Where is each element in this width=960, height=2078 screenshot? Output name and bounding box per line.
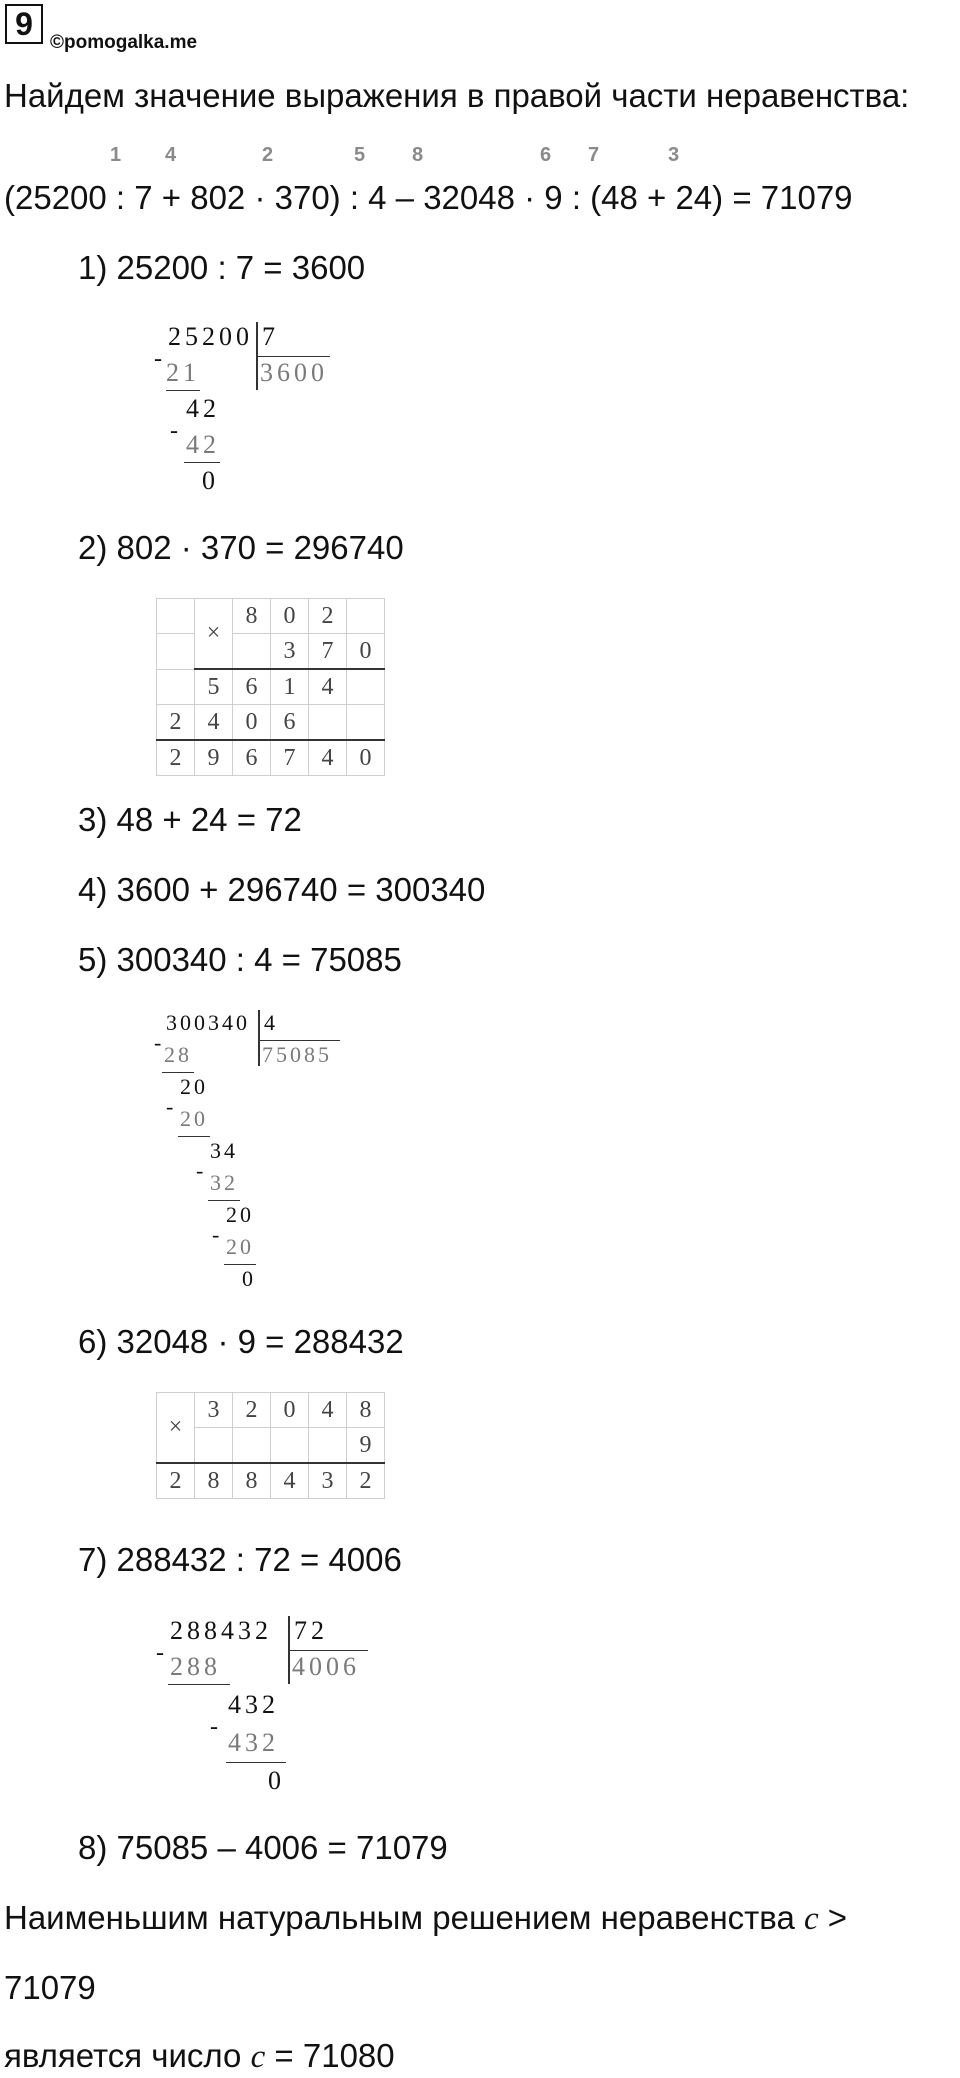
grid-cell: 3 [271, 634, 309, 670]
grid-cell [309, 1428, 347, 1464]
minus-sign: - [212, 1222, 220, 1247]
subtrahend: 32 [210, 1170, 238, 1195]
grid-cell: 4 [309, 1393, 347, 1428]
step-2: 2) 802 · 370 = 296740 [78, 529, 404, 566]
minus-sign: - [170, 418, 178, 444]
conclusion-text: является число [4, 2037, 251, 2074]
step-7: 7) 288432 : 72 = 4006 [78, 1541, 402, 1578]
subtrahend: 42 [186, 430, 220, 459]
grid-cell: 6 [233, 740, 271, 776]
times-sign: × [195, 599, 233, 670]
grid-cell [157, 634, 195, 670]
grid-cell: 3 [309, 1463, 347, 1499]
minus-sign: - [154, 346, 162, 372]
grid-cell [233, 634, 271, 670]
conclusion-text: Наименьшим натуральным решением неравенства [4, 1899, 795, 1936]
grid-cell: 4 [195, 705, 233, 741]
grid-cell [347, 669, 385, 705]
conclusion-line-3 [4, 2036, 395, 2077]
order-mark: 2 [262, 144, 274, 166]
grid-cell: 6 [271, 705, 309, 741]
grid-cell: 2 [157, 740, 195, 776]
grid-cell: 7 [271, 740, 309, 776]
remainder: 42 [186, 394, 220, 423]
variable-c: c [250, 2039, 266, 2075]
site-watermark: ©pomogalka.me [50, 32, 198, 53]
grid-cell: 1 [271, 669, 309, 705]
order-mark: 4 [165, 144, 177, 166]
times-sign: × [157, 1393, 195, 1464]
grid-cell: 4 [309, 669, 347, 705]
grid-cell: 0 [233, 705, 271, 741]
grid-cell: 0 [271, 1393, 309, 1428]
variable-c: c [803, 1901, 819, 1937]
conclusion-line-1 [4, 1898, 847, 1939]
order-mark: 7 [588, 144, 600, 166]
grid-cell: 3 [195, 1393, 233, 1428]
subtrahend: 432 [228, 1728, 279, 1757]
minus-sign: - [154, 1030, 162, 1055]
remainder: 0 [242, 1266, 257, 1291]
grid-cell: 6 [233, 669, 271, 705]
grid-cell: 8 [233, 599, 271, 634]
order-mark: 6 [540, 144, 552, 166]
task-number: 9 [5, 4, 43, 44]
quotient: 75085 [262, 1042, 332, 1067]
grid-cell [195, 1428, 233, 1464]
grid-cell: 2 [157, 705, 195, 741]
answer-value: = 71080 [265, 2037, 395, 2074]
grid-cell [347, 599, 385, 634]
remainder: 0 [268, 1766, 285, 1795]
expression: (25200 : 7 + 802 · 370) : 4 – 32048 · 9 : (48 + 24) = 71079 [4, 179, 853, 216]
subtrahend: 20 [226, 1234, 254, 1259]
grid-cell [157, 669, 195, 705]
dividend: 288432 [170, 1616, 272, 1645]
dividend: 25200 [168, 322, 253, 351]
order-mark: 8 [412, 144, 424, 166]
grid-cell: 4 [309, 740, 347, 776]
order-mark: 3 [668, 144, 680, 166]
quotient: 4006 [292, 1652, 360, 1681]
grid-cell: 8 [195, 1463, 233, 1499]
grid-cell: 9 [195, 740, 233, 776]
grid-cell [271, 1428, 309, 1464]
greater-sign: > [818, 1899, 848, 1936]
grid-cell: 0 [347, 634, 385, 670]
subtrahend: 21 [166, 358, 200, 387]
grid-cell: 2 [309, 599, 347, 634]
minus-sign: - [156, 1640, 164, 1666]
intro-text: Найдем значение выражения в правой части неравенства: [4, 77, 910, 114]
order-mark: 5 [354, 144, 366, 166]
minus-sign: - [166, 1094, 174, 1119]
grid-cell: 8 [233, 1463, 271, 1499]
grid-cell: 7 [309, 634, 347, 670]
remainder: 20 [226, 1202, 254, 1227]
step-6: 6) 32048 · 9 = 288432 [78, 1323, 404, 1360]
grid-cell: 2 [157, 1463, 195, 1499]
remainder: 0 [202, 466, 219, 495]
grid-cell: 2 [347, 1463, 385, 1499]
grid-cell: 4 [271, 1463, 309, 1499]
remainder: 20 [180, 1074, 208, 1099]
grid-cell: 2 [233, 1393, 271, 1428]
subtrahend: 20 [180, 1106, 208, 1131]
remainder: 34 [210, 1138, 238, 1163]
step-3: 3) 48 + 24 = 72 [78, 801, 302, 838]
dividend: 300340 [166, 1010, 250, 1035]
subtrahend: 288 [170, 1652, 221, 1681]
divisor: 72 [294, 1616, 328, 1645]
step-8: 8) 75085 – 4006 = 71079 [78, 1829, 448, 1866]
grid-cell [157, 599, 195, 634]
subtrahend: 28 [164, 1042, 192, 1067]
minus-sign: - [196, 1158, 204, 1183]
grid-cell: 9 [347, 1428, 385, 1464]
step-4: 4) 3600 + 296740 = 300340 [78, 871, 486, 908]
quotient: 3600 [260, 358, 328, 387]
multiplication-table-2 [156, 1392, 385, 1499]
minus-sign: - [210, 1714, 218, 1740]
divisor: 4 [264, 1010, 279, 1035]
grid-cell: 0 [347, 740, 385, 776]
grid-cell [347, 705, 385, 741]
step-5: 5) 300340 : 4 = 75085 [78, 941, 402, 978]
grid-cell: 8 [347, 1393, 385, 1428]
divisor: 7 [262, 322, 279, 351]
grid-cell: 5 [195, 669, 233, 705]
grid-cell: 0 [271, 599, 309, 634]
grid-cell [233, 1428, 271, 1464]
step-1: 1) 25200 : 7 = 3600 [78, 249, 366, 286]
order-mark: 1 [110, 144, 122, 166]
remainder: 432 [228, 1690, 279, 1719]
grid-cell [309, 705, 347, 741]
conclusion-line-2: 71079 [4, 1969, 96, 2006]
multiplication-table-1 [156, 598, 385, 776]
